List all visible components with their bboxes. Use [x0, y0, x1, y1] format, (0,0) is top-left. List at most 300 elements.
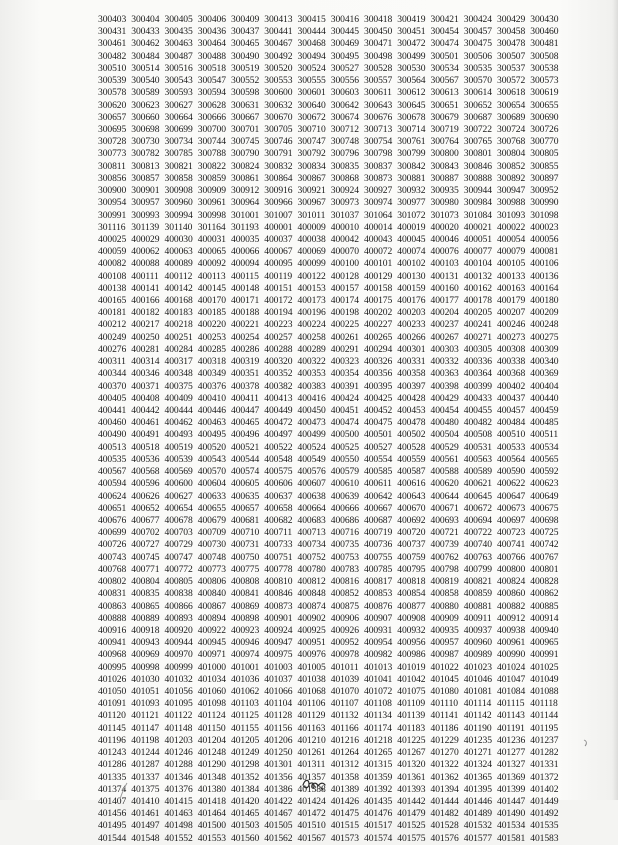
- roll-number-cell: 300600: [264, 87, 293, 99]
- table-row: [98, 271, 598, 283]
- table-row: [98, 283, 598, 295]
- roll-number-cell: 401191: [497, 722, 525, 734]
- table-row: [98, 820, 598, 832]
- roll-number-cell: 400916: [98, 624, 127, 636]
- roll-number-cell: 400253: [197, 331, 226, 343]
- table-row: [98, 601, 598, 613]
- roll-number-cell: 401544: [98, 832, 127, 844]
- roll-number-cell: 400720: [397, 527, 426, 539]
- roll-number-cell: 400657: [231, 502, 260, 514]
- roll-number-cell: 300651: [430, 99, 459, 111]
- roll-number-cell: 400525: [330, 441, 359, 453]
- roll-number-cell: 300909: [197, 185, 226, 197]
- roll-number-cell: 400354: [330, 368, 359, 380]
- roll-number-cell: 400622: [497, 478, 526, 490]
- roll-number-cell: 400735: [330, 539, 359, 551]
- roll-number-cell: 401581: [497, 832, 526, 844]
- roll-number-cell: 400524: [297, 441, 326, 453]
- roll-number-cell: 300726: [530, 123, 559, 135]
- roll-number-cell: 300492: [264, 50, 293, 62]
- table-row: [98, 503, 598, 515]
- roll-number-cell: 401039: [330, 673, 359, 685]
- roll-number-cell: 300534: [430, 62, 459, 74]
- roll-number-cell: 401125: [231, 710, 259, 722]
- roll-number-cell: 300660: [131, 111, 160, 123]
- roll-number-cell: 300409: [231, 14, 260, 25]
- roll-number-cell: 300430: [530, 14, 559, 25]
- roll-number-cell: 401114: [463, 698, 492, 710]
- roll-number-cell: 401109: [397, 698, 426, 710]
- roll-number-cell: 400969: [131, 649, 160, 661]
- roll-number-cell: 400743: [98, 551, 127, 563]
- roll-number-cell: 401243: [98, 747, 127, 759]
- roll-number-cell: 400198: [330, 307, 359, 319]
- roll-number-cell: 300805: [530, 148, 559, 160]
- roll-number-cell: 400416: [297, 392, 326, 404]
- roll-number-cell: 300462: [131, 38, 160, 50]
- roll-number-cell: 300450: [364, 26, 393, 38]
- roll-number-cell: 400741: [497, 539, 526, 551]
- roll-number-cell: 400534: [530, 441, 559, 453]
- roll-number-cell: 401003: [264, 661, 293, 673]
- table-row: [98, 26, 598, 38]
- roll-number-cell: 400778: [264, 563, 293, 575]
- roll-number-cell: 300619: [530, 87, 559, 99]
- roll-number-cell: 400369: [530, 368, 559, 380]
- roll-number-cell: 400600: [164, 478, 193, 490]
- roll-number-cell: 300730: [131, 136, 160, 148]
- roll-number-cell: 300482: [98, 50, 127, 62]
- roll-number-cell: 400094: [231, 258, 260, 270]
- roll-number-cell: 401110: [430, 698, 458, 710]
- roll-number-cell: 300403: [98, 14, 127, 25]
- roll-number-cell: 400309: [530, 343, 559, 355]
- roll-number-cell: 300436: [197, 26, 226, 38]
- roll-number-cell: 400261: [330, 331, 359, 343]
- table-row: [98, 491, 598, 503]
- roll-number-cell: 300508: [530, 50, 559, 62]
- roll-number-cell: 401246: [164, 747, 193, 759]
- roll-number-cell: 300714: [397, 123, 426, 135]
- roll-number-cell: 300421: [430, 14, 459, 25]
- roll-number-cell: 400196: [297, 307, 326, 319]
- roll-number-cell: 300964: [231, 197, 260, 209]
- roll-number-cell: 400960: [463, 637, 492, 649]
- roll-number-cell: 400570: [197, 466, 226, 478]
- roll-number-cell: 400185: [197, 307, 226, 319]
- table-row: [98, 686, 598, 698]
- table-row: [98, 148, 598, 160]
- roll-number-cell: 401129: [297, 710, 326, 722]
- roll-number-cell: 300654: [497, 99, 526, 111]
- roll-number-cell: 401534: [497, 820, 526, 832]
- roll-number-cell: 400817: [364, 576, 393, 588]
- roll-number-cell: 400461: [131, 417, 160, 429]
- roll-number-cell: 400638: [297, 490, 326, 502]
- roll-number-cell: 401335: [98, 771, 127, 783]
- roll-number-cell: 400616: [397, 478, 426, 490]
- roll-number-cell: 300537: [497, 62, 526, 74]
- roll-number-cell: 300744: [197, 136, 226, 148]
- roll-number-cell: 300667: [231, 111, 260, 123]
- roll-number-cell: 300846: [463, 160, 492, 172]
- roll-number-cell: 400375: [164, 380, 193, 392]
- table-row: [98, 344, 598, 356]
- table-row: [98, 674, 598, 686]
- table-row: [98, 735, 598, 747]
- roll-number-cell: 400225: [330, 319, 359, 331]
- roll-number-cell: 400493: [164, 429, 193, 441]
- roll-number-cell: 400151: [264, 282, 293, 294]
- roll-number-cell: 401019: [397, 661, 426, 673]
- roll-number-cell: 401461: [131, 808, 160, 820]
- roll-number-cell: 400495: [197, 429, 226, 441]
- roll-number-cell: 300921: [297, 185, 326, 197]
- roll-number-cell: 401532: [463, 820, 492, 832]
- roll-number-cell: 401282: [530, 747, 559, 759]
- roll-number-cell: 400519: [164, 441, 193, 453]
- roll-number-cell: 400063: [164, 246, 193, 258]
- roll-number-cell: 400926: [330, 624, 359, 636]
- roll-number-cell: 400289: [297, 343, 326, 355]
- roll-number-cell: 401235: [463, 734, 492, 746]
- roll-number-cell: 400888: [98, 612, 127, 624]
- roll-number-cell: 400968: [98, 649, 127, 661]
- roll-number-cell: 300614: [463, 87, 492, 99]
- roll-number-cell: 401410: [131, 796, 160, 807]
- table-row: [98, 527, 598, 539]
- roll-number-cell: 400564: [497, 453, 526, 465]
- roll-number-cell: 300418: [364, 14, 393, 25]
- roll-number-cell: 401402: [530, 783, 559, 795]
- roll-number-cell: 401000: [197, 661, 226, 673]
- roll-number-cell: 300612: [397, 87, 426, 99]
- roll-number-cell: 401267: [397, 747, 426, 759]
- roll-number-cell: 401446: [463, 796, 492, 807]
- roll-number-cell: 300518: [197, 62, 226, 74]
- roll-number-cell: 400340: [530, 356, 559, 368]
- roll-number-cell: 300520: [264, 62, 293, 74]
- roll-number-cell: 400455: [463, 405, 492, 416]
- roll-number-cell: 401322: [430, 759, 459, 771]
- roll-number-cell: 400173: [297, 295, 326, 307]
- roll-number-cell: 400108: [98, 270, 127, 282]
- roll-number-cell: 400500: [330, 429, 359, 441]
- roll-number-cell: 400589: [463, 466, 492, 478]
- roll-number-cell: 401548: [131, 832, 160, 844]
- roll-number-cell: 400906: [330, 612, 359, 624]
- roll-number-cell: 401041: [364, 673, 393, 685]
- roll-number-cell: 400397: [397, 380, 426, 392]
- roll-number-cell: 301011: [297, 209, 326, 221]
- roll-number-cell: 401001: [231, 661, 260, 673]
- roll-number-cell: 400734: [297, 539, 326, 551]
- roll-number-cell: 401320: [397, 759, 426, 771]
- roll-number-cell: 401047: [497, 673, 526, 685]
- roll-number-cell: 300984: [463, 197, 492, 209]
- roll-number-cell: 300557: [364, 75, 393, 87]
- roll-number-cell: 401357: [297, 771, 326, 783]
- table-row: [98, 295, 598, 307]
- table-row: [98, 161, 598, 173]
- roll-number-cell: 400956: [397, 637, 426, 649]
- roll-number-cell: 400982: [364, 649, 393, 661]
- roll-number-cell: 400029: [131, 233, 160, 245]
- roll-number-cell: 400568: [131, 466, 160, 478]
- roll-number-cell: 400880: [430, 600, 459, 612]
- roll-number-cell: 300527: [330, 62, 359, 74]
- roll-number-cell: 401418: [197, 796, 226, 807]
- roll-number-cell: 300712: [330, 123, 359, 135]
- roll-number-cell: 400204: [430, 307, 459, 319]
- roll-number-cell: 401463: [164, 808, 193, 820]
- roll-number-cell: 400010: [330, 221, 359, 233]
- roll-number-cell: 400317: [164, 356, 193, 368]
- roll-number-cell: 400180: [530, 295, 559, 307]
- roll-number-cell: 400115: [231, 270, 259, 282]
- roll-number-cell: 400812: [297, 576, 326, 588]
- roll-number-cell: 400177: [430, 295, 459, 307]
- roll-number-cell: 400605: [231, 478, 260, 490]
- roll-number-cell: 400181: [98, 307, 127, 319]
- roll-number-cell: 401415: [164, 796, 193, 807]
- roll-number-cell: 400170: [197, 295, 226, 307]
- roll-number-cell: 300857: [131, 172, 160, 184]
- roll-number-cell: 300980: [430, 197, 459, 209]
- roll-number-cell: 400682: [264, 514, 293, 526]
- roll-number-cell: 400675: [530, 502, 559, 514]
- roll-number-cell: 400869: [231, 600, 260, 612]
- roll-number-cell: 300796: [330, 148, 359, 160]
- roll-number-cell: 400893: [164, 612, 193, 624]
- roll-number-cell: 400475: [364, 417, 393, 429]
- table-row: [98, 405, 598, 417]
- roll-number-cell: 400433: [463, 392, 492, 404]
- roll-number-cell: 400909: [430, 612, 459, 624]
- roll-number-cell: 300679: [430, 111, 459, 123]
- roll-number-cell: 401118: [530, 698, 558, 710]
- roll-number-cell: 400624: [98, 490, 127, 502]
- roll-number-cell: 401084: [497, 686, 526, 698]
- roll-number-cell: 401120: [98, 710, 126, 722]
- roll-number-cell: 400766: [497, 551, 526, 563]
- roll-number-cell: 400957: [430, 637, 459, 649]
- roll-number-cell: 401144: [530, 710, 559, 722]
- table-row: [98, 136, 598, 148]
- roll-number-cell: 400971: [197, 649, 226, 661]
- pen-mark: [118, 782, 130, 800]
- roll-number-cell: 400623: [530, 478, 559, 490]
- roll-number-cell: 400273: [497, 331, 526, 343]
- roll-number-cell: 400767: [530, 551, 559, 563]
- roll-number-cell: 401475: [330, 808, 359, 820]
- roll-number-cell: 400941: [98, 637, 127, 649]
- roll-number-cell: 300821: [164, 160, 193, 172]
- table-row: [98, 552, 598, 564]
- roll-number-cell: 400370: [98, 380, 127, 392]
- roll-number-cell: 400294: [364, 343, 393, 355]
- roll-number-cell: 401369: [497, 771, 526, 783]
- roll-number-cell: 400865: [131, 600, 160, 612]
- roll-number-cell: 400575: [264, 466, 293, 478]
- roll-number-cell: 300799: [397, 148, 426, 160]
- roll-number-cell: 400838: [164, 588, 193, 600]
- roll-number-cell: 401046: [463, 673, 492, 685]
- roll-number-cell: 400344: [98, 368, 127, 380]
- roll-number-cell: 300676: [364, 111, 393, 123]
- roll-number-cell: 400920: [164, 624, 193, 636]
- roll-number-cell: 400172: [264, 295, 293, 307]
- roll-number-cell: 300792: [297, 148, 326, 160]
- roll-number-cell: 300539: [98, 75, 127, 87]
- roll-number-cell: 400082: [98, 258, 127, 270]
- roll-number-cell: 400808: [231, 576, 260, 588]
- roll-number-cell: 300791: [264, 148, 293, 160]
- roll-number-cell: 400496: [231, 429, 260, 441]
- roll-number-cell: 300967: [297, 197, 326, 209]
- roll-number-cell: 400725: [530, 527, 559, 539]
- roll-number-cell: 400876: [364, 600, 393, 612]
- roll-number-cell: 400428: [397, 392, 426, 404]
- roll-number-cell: 300540: [131, 75, 160, 87]
- roll-number-cell: 401229: [430, 734, 459, 746]
- roll-number-cell: 300437: [231, 26, 260, 38]
- roll-number-cell: 400606: [264, 478, 293, 490]
- roll-number-cell: 400163: [497, 282, 526, 294]
- roll-number-cell: 300495: [330, 50, 359, 62]
- roll-number-cell: 300474: [430, 38, 459, 50]
- roll-number-cell: 401107: [330, 698, 359, 710]
- roll-number-cell: 300593: [164, 87, 193, 99]
- roll-number-cell: 400465: [231, 417, 260, 429]
- roll-number-cell: 400001: [264, 221, 293, 233]
- roll-number-cell: 400912: [497, 612, 526, 624]
- roll-number-cell: 400858: [430, 588, 459, 600]
- roll-number-cell: 400051: [463, 233, 492, 245]
- roll-number-cell: 300457: [463, 26, 492, 38]
- roll-number-cell: 400664: [297, 502, 326, 514]
- roll-number-cell: 400271: [463, 331, 492, 343]
- roll-number-cell: 400425: [364, 392, 393, 404]
- roll-number-cell: 300460: [530, 26, 559, 38]
- roll-number-cell: 400095: [264, 258, 293, 270]
- table-row: [98, 38, 598, 50]
- roll-number-cell: 401038: [297, 673, 326, 685]
- roll-number-cell: 400129: [364, 270, 393, 282]
- table-row: [98, 759, 598, 771]
- roll-number-cell: 400658: [264, 502, 293, 514]
- roll-number-cell: 401088: [530, 686, 559, 698]
- roll-number-cell: 300405: [164, 14, 193, 25]
- table-row: [98, 234, 598, 246]
- roll-number-cell: 300924: [330, 185, 359, 197]
- roll-number-cell: 300552: [231, 75, 260, 87]
- roll-number-cell: 300530: [397, 62, 426, 74]
- roll-number-cell: 400106: [530, 258, 559, 270]
- roll-number-cell: 400726: [98, 539, 127, 551]
- roll-number-cell: 300713: [364, 123, 393, 135]
- roll-number-cell: 400987: [430, 649, 459, 661]
- roll-number-cell: 401356: [264, 771, 293, 783]
- roll-number-cell: 401498: [164, 820, 193, 832]
- roll-number-cell: 300655: [530, 99, 559, 111]
- roll-number-cell: 301139: [131, 221, 160, 233]
- roll-number-cell: 400308: [497, 343, 526, 355]
- roll-number-cell: 401288: [164, 759, 193, 771]
- roll-number-cell: 300998: [197, 209, 226, 221]
- roll-number-cell: 401034: [197, 673, 226, 685]
- roll-number-cell: 401013: [364, 661, 393, 673]
- roll-number-cell: 401490: [497, 808, 526, 820]
- roll-number-cell: 300901: [131, 185, 160, 197]
- roll-number-cell: 400171: [231, 295, 260, 307]
- roll-number-cell: 401505: [264, 820, 293, 832]
- roll-number-cell: 400043: [364, 233, 393, 245]
- roll-number-cell: 400038: [297, 233, 326, 245]
- roll-number-cell: 400227: [364, 319, 393, 331]
- roll-number-cell: 400692: [397, 514, 426, 526]
- roll-number-cell: 401489: [463, 808, 492, 820]
- roll-number-cell: 400940: [530, 624, 559, 636]
- roll-number-cell: 400014: [364, 221, 393, 233]
- table-row: [98, 197, 598, 209]
- roll-number-cell: 400160: [430, 282, 459, 294]
- roll-number-cell: 401346: [164, 771, 193, 783]
- roll-number-cell: 401315: [364, 759, 393, 771]
- roll-number-cell: 400099: [297, 258, 326, 270]
- roll-number-cell: 401361: [397, 771, 426, 783]
- roll-number-cell: 400561: [430, 453, 459, 465]
- roll-number-cell: 401236: [497, 734, 526, 746]
- roll-number-cell: 300567: [430, 75, 459, 87]
- roll-number-cell: 400621: [463, 478, 492, 490]
- roll-number-cell: 401155: [231, 722, 259, 734]
- roll-number-cell: 400698: [530, 514, 559, 526]
- roll-number-cell: 400371: [131, 380, 160, 392]
- roll-number-cell: 400795: [397, 563, 426, 575]
- roll-number-cell: 300728: [98, 136, 127, 148]
- roll-number-cell: 400995: [98, 661, 127, 673]
- roll-number-cell: 401244: [131, 747, 160, 759]
- roll-number-cell: 300506: [463, 50, 492, 62]
- table-row: [98, 539, 598, 551]
- roll-number-cell: 400046: [430, 233, 459, 245]
- roll-number-cell: 400035: [231, 233, 260, 245]
- roll-number-cell: 401500: [197, 820, 226, 832]
- roll-number-cell: 401515: [330, 820, 359, 832]
- roll-number-cell: 400914: [530, 612, 559, 624]
- roll-number-cell: 400841: [231, 588, 260, 600]
- roll-number-cell: 400574: [231, 466, 260, 478]
- roll-number-cell: 300761: [397, 136, 426, 148]
- roll-number-cell: 301164: [197, 221, 226, 233]
- roll-number-cell: 401026: [98, 673, 127, 685]
- roll-number-cell: 400874: [297, 600, 326, 612]
- roll-number-cell: 400970: [164, 649, 193, 661]
- table-row: [98, 576, 598, 588]
- roll-number-cell: 400217: [131, 319, 160, 331]
- roll-number-cell: 400081: [530, 246, 559, 258]
- roll-number-cell: 400463: [197, 417, 226, 429]
- roll-number-cell: 300773: [98, 148, 127, 160]
- roll-number-cell: 400128: [330, 270, 359, 282]
- roll-number-cell: 400105: [497, 258, 526, 270]
- roll-number-cell: 400862: [530, 588, 559, 600]
- roll-number-cell: 400179: [497, 295, 526, 307]
- roll-number-cell: 400395: [364, 380, 393, 392]
- roll-number-cell: 400131: [430, 270, 459, 282]
- table-row: [98, 429, 598, 441]
